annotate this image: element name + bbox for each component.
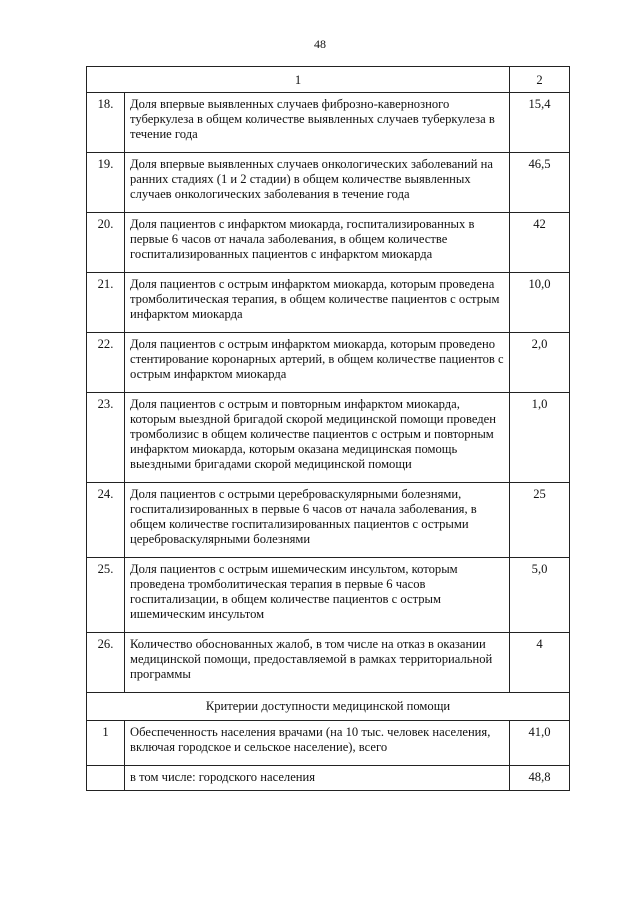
row-number: 19. [87, 153, 125, 213]
row-value: 25 [510, 483, 570, 558]
criteria-table-body [87, 67, 570, 791]
table-row [87, 393, 570, 483]
table-row [87, 721, 570, 766]
row-text: Доля впервые выявленных случаев фиброзно-кавернозного туберкулеза в общем количестве выявленных случаев туберкулеза в течение года [125, 93, 510, 153]
row-text: Обеспеченность населения врачами (на 10 тыс. человек населения, включая городское и сельское население), всего [125, 721, 510, 766]
row-number: 1 [87, 721, 125, 766]
section-row [87, 693, 570, 721]
table-row [87, 93, 570, 153]
row-text: Доля пациентов с острым инфарктом миокарда, которым проведена тромболитическая терапия, в общем количестве пациентов с острым инфарктом миокарда [125, 273, 510, 333]
header-col-1: 1 [87, 67, 510, 93]
row-value: 46,5 [510, 153, 570, 213]
header-col-2: 2 [510, 67, 570, 93]
row-text: Доля пациентов с острым ишемическим инсультом, которым проведена тромболитическая терапия в первые 6 часов госпитализации, в общем количестве пациентов с острым ишемическим инсультом [125, 558, 510, 633]
table-row [87, 558, 570, 633]
table-row [87, 213, 570, 273]
row-number: 26. [87, 633, 125, 693]
row-text: Доля впервые выявленных случаев онкологических заболеваний на ранних стадиях (1 и 2 стадии) в общем количестве выявленных случаев онкологических заболевания в течение года [125, 153, 510, 213]
row-value: 2,0 [510, 333, 570, 393]
table-row [87, 766, 570, 791]
row-value: 1,0 [510, 393, 570, 483]
table-row [87, 273, 570, 333]
row-number: 21. [87, 273, 125, 333]
table-header-row [87, 67, 570, 93]
criteria-table [86, 66, 570, 791]
row-value: 5,0 [510, 558, 570, 633]
row-number: 24. [87, 483, 125, 558]
row-text: в том числе: городского населения [125, 766, 510, 791]
row-text: Доля пациентов с острым и повторным инфарктом миокарда, которым выездной бригадой скорой медицинской помощи проведен тромболизис в общем количестве пациентов с острым и повторным инфарктом миокарда, которым оказана медицинская помощь выездными бригадами скорой медицинской помощи [125, 393, 510, 483]
row-number: 22. [87, 333, 125, 393]
row-number [87, 766, 125, 791]
table-row [87, 153, 570, 213]
row-value: 4 [510, 633, 570, 693]
table-row [87, 483, 570, 558]
table-row [87, 333, 570, 393]
page-number: 48 [314, 37, 326, 51]
row-text: Доля пациентов с инфарктом миокарда, госпитализированных в первые 6 часов от начала заболевания, в общем количестве госпитализированных пациентов с инфарктом миокарда [125, 213, 510, 273]
row-text: Количество обоснованных жалоб, в том числе на отказ в оказании медицинской помощи, предоставляемой в рамках территориальной программы [125, 633, 510, 693]
row-number: 18. [87, 93, 125, 153]
row-number: 25. [87, 558, 125, 633]
row-text: Доля пациентов с острыми цереброваскулярными болезнями, госпитализированных в первые 6 часов от начала заболевания, в общем количестве госпитализированных пациентов с острыми цереброваскулярными болезнями [125, 483, 510, 558]
row-value: 15,4 [510, 93, 570, 153]
row-text: Доля пациентов с острым инфарктом миокарда, которым проведено стентирование коронарных артерий, в общем количестве пациентов с острым инфарктом миокарда [125, 333, 510, 393]
row-value: 48,8 [510, 766, 570, 791]
row-value: 10,0 [510, 273, 570, 333]
table-row [87, 633, 570, 693]
row-value: 41,0 [510, 721, 570, 766]
row-value: 42 [510, 213, 570, 273]
row-number: 20. [87, 213, 125, 273]
row-number: 23. [87, 393, 125, 483]
section-title: Критерии доступности медицинской помощи [87, 693, 570, 721]
